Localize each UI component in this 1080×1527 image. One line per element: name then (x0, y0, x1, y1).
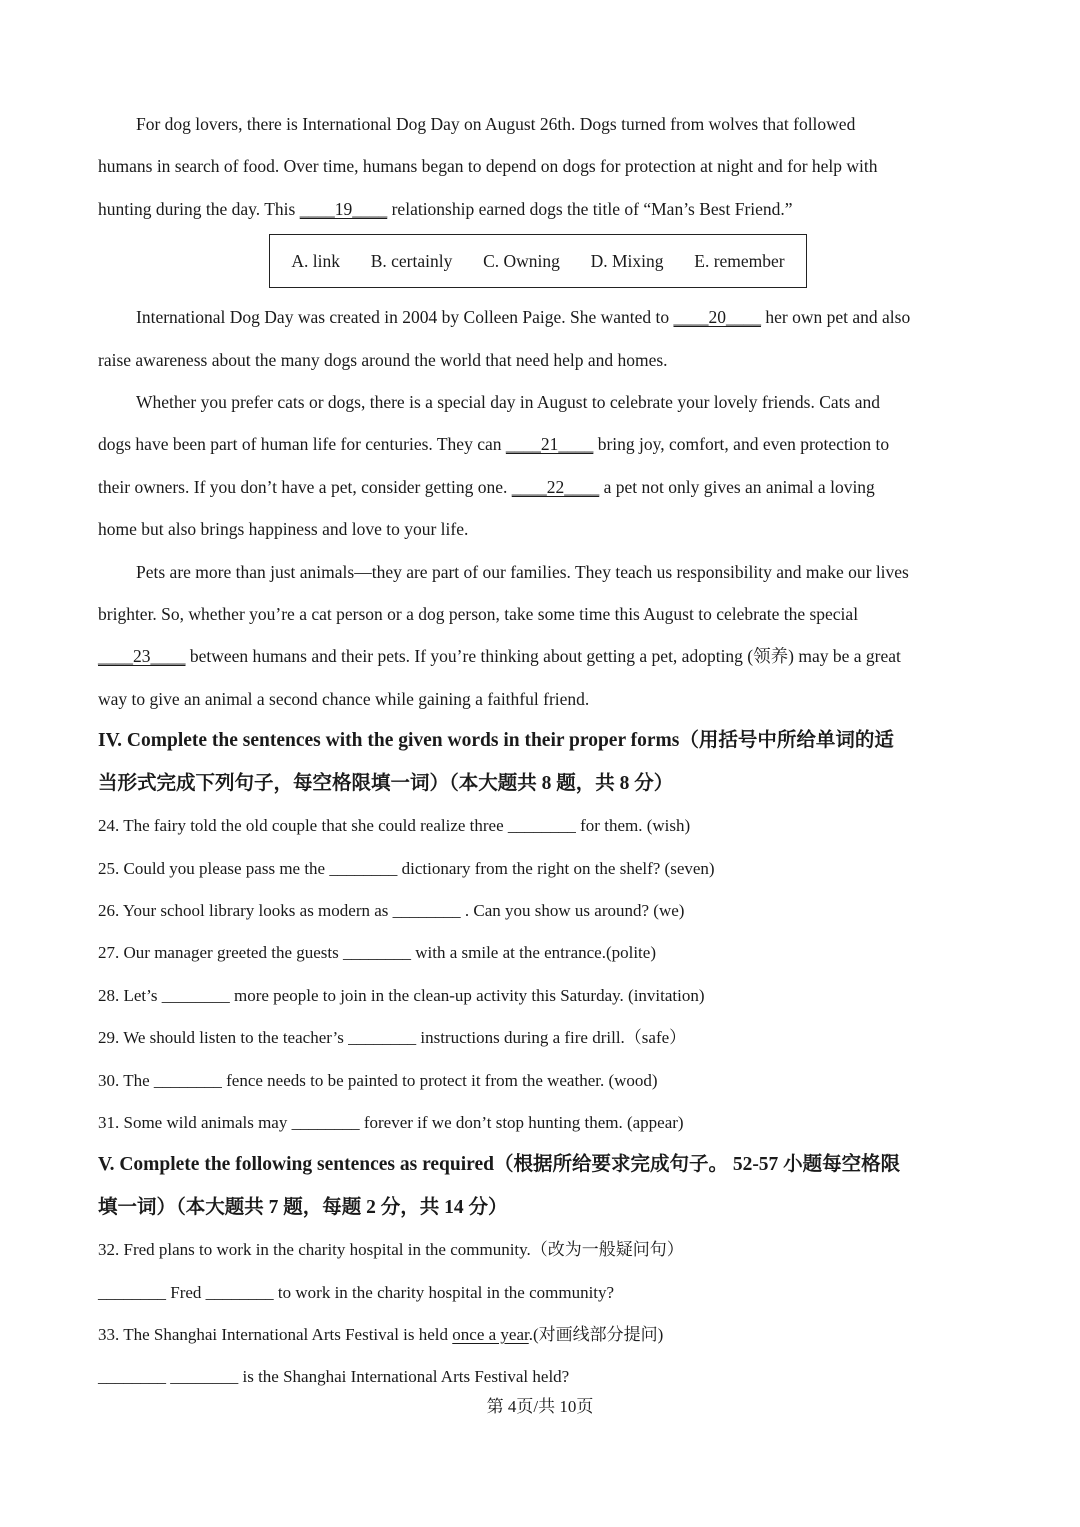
question-32: 32. Fred plans to work in the charity hospital in the community.（改为一般疑问句） (98, 1240, 684, 1260)
question-33-answer: ________ ________ is the Shanghai International Arts Festival held? (98, 1367, 570, 1387)
question-24: 24. The fairy told the old couple that she could realize three ________ for them. (wish) (98, 816, 691, 836)
underlined-phrase: once a year (452, 1324, 529, 1344)
passage-line: For dog lovers, there is International Dog Day on August 26th. Dogs turned from wolves that followed (136, 114, 856, 134)
text: between humans and their pets. If you’re thinking about getting a pet, adopting (领养) may be a great (185, 646, 901, 667)
blank-20: ____20____ (673, 307, 761, 328)
question-29: 29. We should listen to the teacher’s ________ instructions during a fire drill.（safe） (98, 1028, 687, 1048)
passage-line: home but also brings happiness and love to your life. (98, 519, 469, 540)
page-number: 第 4页/共 10页 (486, 1397, 594, 1416)
passage-line: brighter. So, whether you’re a cat person or a dog person, take some time this August to celebrate the special (98, 604, 859, 625)
passage-line (98, 296, 983, 338)
question-27: 27. Our manager greeted the guests ________ with a smile at the entrance.(polite) (98, 943, 656, 963)
option-b: B. certainly (370, 250, 453, 271)
text: dogs have been part of human life for centuries. They can (98, 434, 506, 455)
text: bring joy, comfort, and even protection to (593, 434, 890, 455)
option-a: A. link (291, 250, 340, 271)
text: .(对画线部分提问) (528, 1324, 664, 1344)
question-30: 30. The ________ fence needs to be painted to protect it from the weather. (wood) (98, 1070, 658, 1090)
passage-line (98, 423, 983, 465)
question-33 (98, 1314, 983, 1356)
question-26: 26. Your school library looks as modern as ________ . Can you show us around? (we) (98, 900, 685, 920)
blank-19: ____19____ (299, 198, 388, 219)
section-5-title: V. Complete the following sentences as required（根据所给要求完成句子。 52-57 小题每空格限 (98, 1154, 901, 1176)
exam-page (98, 103, 983, 1399)
text: hunting during the day. This (98, 198, 300, 219)
passage-line (98, 466, 983, 508)
question-25: 25. Could you please pass me the ________ dictionary from the right on the shelf? (seven) (98, 858, 715, 878)
section-4-title: 当形式完成下列句子，每空格限填一词）（本大题共 8 题，共 8 分） (98, 772, 674, 794)
text: International Dog Day was created in 2004 by Colleen Paige. She wanted to (136, 307, 674, 328)
passage-line: raise awareness about the many dogs around the world that need help and homes. (98, 349, 668, 370)
text: a pet not only gives an animal a loving (599, 476, 875, 497)
question-32-answer: ________ Fred ________ to work in the charity hospital in the community? (98, 1282, 615, 1302)
section-5-title: 填一词）（本大题共 7 题，每题 2 分，共 14 分） (98, 1196, 508, 1218)
question-28: 28. Let’s ________ more people to join in the clean-up activity this Saturday. (invitation) (98, 985, 705, 1005)
passage-line (98, 188, 983, 230)
word-bank (98, 230, 983, 296)
passage-line: Whether you prefer cats or dogs, there is a special day in August to celebrate your lovely friends. Cats and (136, 392, 880, 413)
blank-21: ____21____ (505, 434, 594, 455)
passage-line: humans in search of food. Over time, humans began to depend on dogs for protection at night and for help with (98, 156, 878, 177)
text: relationship earned dogs the title of “Man’s Best Friend.” (387, 198, 793, 219)
text: her own pet and also (761, 307, 911, 328)
passage-line: Pets are more than just animals—they are part of our families. They teach us responsibility and make our lives (136, 561, 909, 582)
option-c: C. Owning (483, 250, 560, 271)
passage-line: way to give an animal a second chance while gaining a faithful friend. (98, 688, 590, 709)
passage-line (98, 635, 983, 677)
text: 33. The Shanghai International Arts Festival is held (98, 1324, 453, 1344)
blank-23: ____23____ (98, 646, 186, 667)
option-d: D. Mixing (590, 250, 664, 271)
word-bank-box (269, 234, 807, 288)
section-4-title: IV. Complete the sentences with the given words in their proper forms（用括号中所给单词的适 (98, 730, 894, 752)
text: their owners. If you don’t have a pet, consider getting one. (98, 476, 512, 497)
question-31: 31. Some wild animals may ________ forever if we don’t stop hunting them. (appear) (98, 1112, 684, 1132)
option-e: E. remember (694, 250, 785, 271)
blank-22: ____22____ (511, 476, 600, 497)
